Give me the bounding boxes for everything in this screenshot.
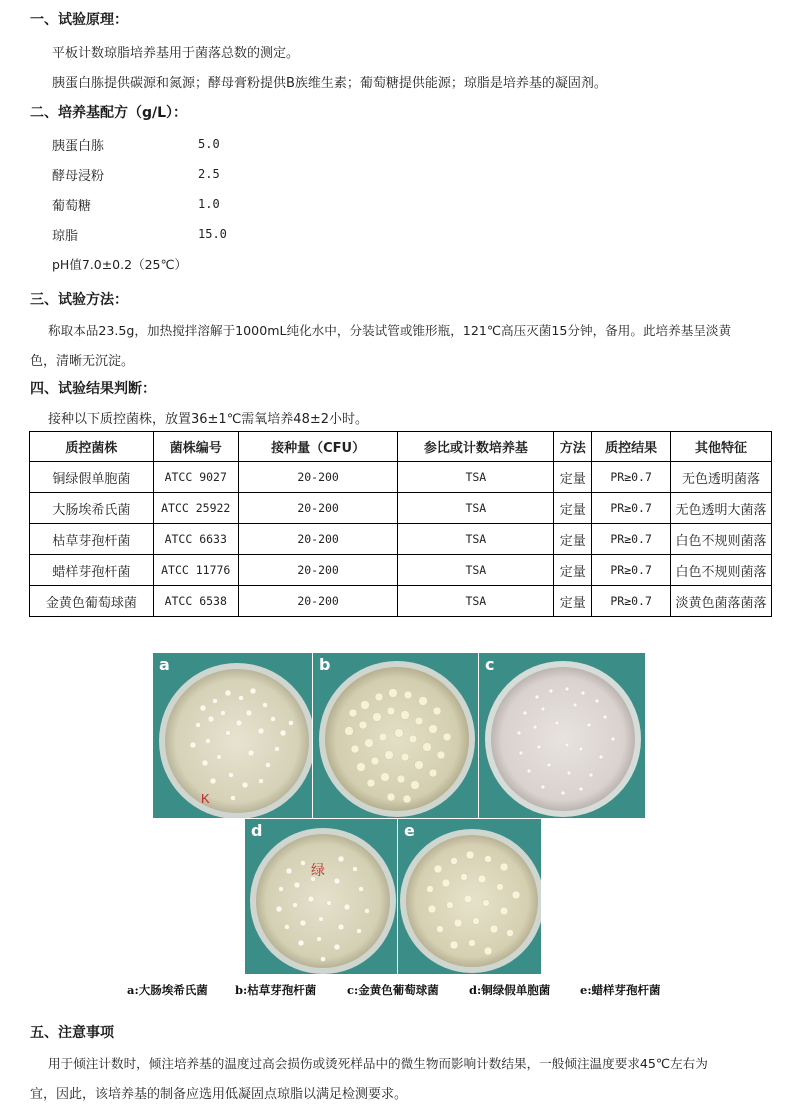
cell-result: PR≥0.7 [592, 586, 671, 617]
table-header-row [30, 432, 772, 462]
cell-inoculum: 20-200 [238, 586, 398, 617]
col-inoculum: 接种量（CFU） [238, 432, 398, 462]
col-qc-result: 质控结果 [592, 432, 671, 462]
cell-method: 定量 [554, 586, 592, 617]
table-row [30, 462, 772, 493]
cell-result: PR≥0.7 [592, 524, 671, 555]
formula-item-name: 琼脂 [52, 229, 79, 244]
cell-strain-id: ATCC 9027 [153, 462, 238, 493]
qc-table [29, 431, 772, 617]
cell-method: 定量 [554, 493, 592, 524]
section-2-title: 二、培养基配方（g/L）： [30, 105, 188, 121]
formula-item-name: 葡萄糖 [52, 199, 92, 214]
formula-item-value: 15.0 [198, 227, 227, 241]
petri-dish-image [398, 819, 541, 974]
cell-medium: TSA [398, 493, 554, 524]
cell-inoculum: 20-200 [238, 524, 398, 555]
formula-item-value: 5.0 [198, 137, 220, 151]
table-row [30, 586, 772, 617]
cell-strain-id: ATCC 6538 [153, 586, 238, 617]
petri-panel-b [313, 653, 478, 818]
principle-line-1: 平板计数琼脂培养基用于菌落总数的测定。 [52, 46, 300, 61]
caption-a: a:大肠埃希氏菌 [127, 983, 208, 997]
col-method: 方法 [554, 432, 592, 462]
col-strain-id: 菌株编号 [153, 432, 238, 462]
cell-strain: 铜绿假单胞菌 [30, 462, 154, 493]
notes-line-1: 用于倾注计数时，倾注培养基的温度过高会损伤或烫死样品中的微生物而影响计数结果，一般倾注温度要求45℃左右为 [48, 1056, 708, 1071]
caption-c: c:金黄色葡萄球菌 [347, 983, 439, 997]
formula-item-value: 1.0 [198, 197, 220, 211]
svg-text:绿: 绿 [311, 862, 325, 878]
panel-label-a: a [159, 655, 170, 674]
cell-medium: TSA [398, 524, 554, 555]
table-row [30, 493, 772, 524]
petri-dish-image [313, 653, 478, 818]
cell-method: 定量 [554, 462, 592, 493]
panel-label-b: b [319, 655, 331, 674]
caption-b: b:枯草芽孢杆菌 [235, 983, 317, 997]
formula-item-name: 酵母浸粉 [52, 169, 105, 184]
caption-e: e:蜡样芽孢杆菌 [580, 983, 661, 997]
petri-dish-image [153, 653, 312, 818]
culture-instruction: 接种以下质控菌株，放置36±1℃需氧培养48±2小时。 [48, 412, 369, 427]
panel-label-e: e [404, 821, 415, 840]
petri-panel-e [398, 819, 541, 974]
table-row [30, 555, 772, 586]
cell-result: PR≥0.7 [592, 493, 671, 524]
section-5-title: 五、注意事项 [30, 1025, 114, 1041]
cell-inoculum: 20-200 [238, 555, 398, 586]
cell-method: 定量 [554, 555, 592, 586]
cell-features: 白色不规则菌落 [671, 555, 772, 586]
cell-strain: 蜡样芽孢杆菌 [30, 555, 154, 586]
section-1-title: 一、试验原理： [30, 12, 128, 28]
cell-medium: TSA [398, 555, 554, 586]
cell-inoculum: 20-200 [238, 493, 398, 524]
svg-text:K: K [201, 791, 210, 806]
cell-strain: 大肠埃希氏菌 [30, 493, 154, 524]
cell-strain-id: ATCC 11776 [153, 555, 238, 586]
petri-panel-c [479, 653, 645, 818]
cell-medium: TSA [398, 586, 554, 617]
cell-strain-id: ATCC 6633 [153, 524, 238, 555]
cell-strain: 金黄色葡萄球菌 [30, 586, 154, 617]
cell-method: 定量 [554, 524, 592, 555]
col-strain: 质控菌株 [30, 432, 154, 462]
panel-label-d: d [251, 821, 263, 840]
cell-features: 无色透明大菌落 [671, 493, 772, 524]
panel-label-c: c [485, 655, 495, 674]
ph-value: pH值7.0±0.2（25℃） [52, 257, 188, 272]
notes-line-2: 宜，因此，该培养基的制备应选用低凝固点琼脂以满足检测要求。 [30, 1087, 408, 1102]
caption-d: d:铜绿假单胞菌 [469, 983, 551, 997]
col-reference-medium: 参比或计数培养基 [398, 432, 554, 462]
cell-result: PR≥0.7 [592, 555, 671, 586]
method-line-2: 色，清晰无沉淀。 [30, 354, 135, 369]
formula-item-value: 2.5 [198, 167, 220, 181]
cell-features: 无色透明菌落 [671, 462, 772, 493]
method-line-1: 称取本品23.5g，加热搅拌溶解于1000mL纯化水中，分装试管或锥形瓶，121℃高压灭菌15分钟，备用。此培养基呈淡黄 [48, 323, 732, 338]
cell-strain-id: ATCC 25922 [153, 493, 238, 524]
cell-features: 白色不规则菌落 [671, 524, 772, 555]
formula-item-name: 胰蛋白胨 [52, 139, 105, 154]
cell-strain: 枯草芽孢杆菌 [30, 524, 154, 555]
principle-line-2: 胰蛋白胨提供碳源和氮源；酵母膏粉提供B族维生素；葡萄糖提供能源；琼脂是培养基的凝固剂。 [52, 76, 607, 91]
section-3-title: 三、试验方法： [30, 292, 128, 308]
cell-inoculum: 20-200 [238, 462, 398, 493]
cell-medium: TSA [398, 462, 554, 493]
cell-result: PR≥0.7 [592, 462, 671, 493]
petri-dish-image [245, 819, 397, 974]
petri-panel-d [245, 819, 397, 974]
petri-panel-a [153, 653, 312, 818]
section-4-title: 四、试验结果判断： [30, 381, 156, 397]
col-features: 其他特征 [671, 432, 772, 462]
cell-features: 淡黄色菌落菌落 [671, 586, 772, 617]
table-row [30, 524, 772, 555]
petri-dish-image [479, 653, 645, 818]
